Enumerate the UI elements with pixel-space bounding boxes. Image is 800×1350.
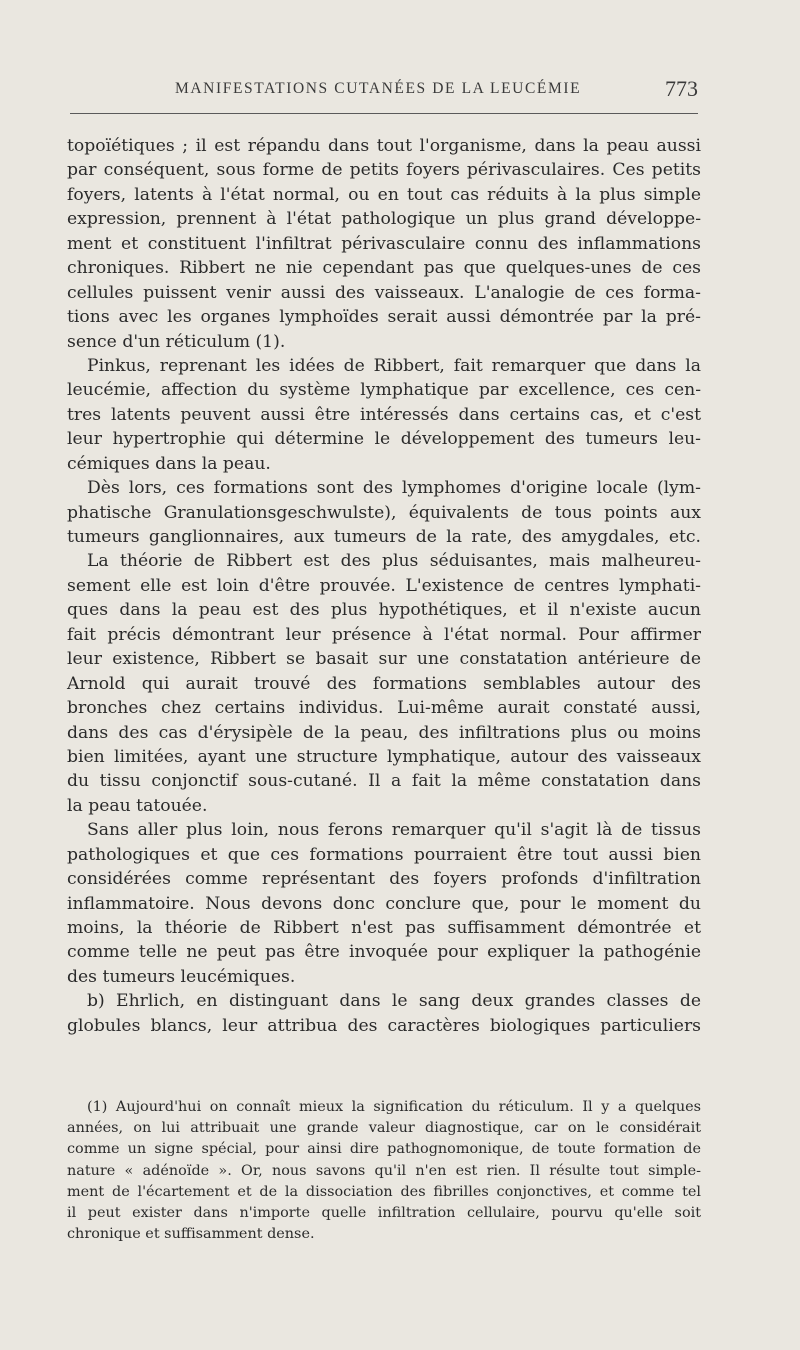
text-line: pathologiques et que ces formations pourraient être tout aussi bien	[67, 844, 701, 865]
text-line: comme telle ne peut pas être invoquée pour expliquer la pathogénie	[67, 942, 701, 963]
text-line: fait précis démontrant leur présence à l'état normal. Pour affirmer	[67, 624, 701, 645]
text-line: chroniques. Ribbert ne nie cependant pas que quelques-unes de ces	[67, 258, 701, 279]
running-header	[70, 76, 698, 104]
footnote-line: nature « adénoïde ». Or, nous savons qu'il n'en est rien. Il résulte tout simple-	[67, 1162, 701, 1179]
footnote-line: (1) Aujourd'hui on connaît mieux la signification du réticulum. Il y a quelques	[87, 1099, 701, 1115]
text-line: bronches chez certains individus. Lui-même aurait constaté aussi,	[67, 698, 701, 719]
text-line: expression, prennent à l'état pathologique un plus grand développe-	[67, 209, 701, 230]
text-line: globules blancs, leur attribua des caractères biologiques particuliers	[67, 1015, 701, 1036]
text-line: inflammatoire. Nous devons donc conclure que, pour le moment du	[67, 893, 701, 914]
text-line: foyers, latents à l'état normal, ou en tout cas réduits à la plus simple	[67, 184, 701, 205]
text-line: tumeurs ganglionnaires, aux tumeurs de la rate, des amygdales, etc.	[67, 527, 701, 547]
text-line: tres latents peuvent aussi être intéressés dans certains cas, et c'est	[67, 404, 701, 425]
main-text	[67, 134, 701, 1038]
text-line: phatische Granulationsgeschwulste), équivalents de tous points aux	[67, 502, 701, 523]
footnote-line: comme un signe spécial, pour ainsi dire pathognomonique, de toute formation de	[67, 1141, 701, 1158]
footnote-line: ment de l'écartement et de la dissociation des fibrilles conjonctives, et comme tel	[67, 1183, 701, 1200]
page-number: 773	[665, 76, 698, 101]
text-line: leur hypertrophie qui détermine le développement des tumeurs leu-	[67, 429, 701, 450]
text-line: La théorie de Ribbert est des plus séduisantes, mais malheureu-	[87, 551, 701, 572]
text-line: tions avec les organes lymphoïdes serait aussi démontrée par la pré-	[67, 307, 701, 328]
text-line: des tumeurs leucémiques.	[67, 966, 296, 987]
text-line: Arnold qui aurait trouvé des formations semblables autour des	[67, 673, 701, 694]
text-line: Sans aller plus loin, nous ferons remarquer qu'il s'agit là de tissus	[87, 820, 701, 841]
footnote-line: il peut exister dans n'importe quelle infiltration cellulaire, pourvu qu'elle soit	[67, 1204, 701, 1221]
text-line: Dès lors, ces formations sont des lymphomes d'origine locale (lym-	[87, 478, 701, 499]
footnote	[67, 1097, 701, 1245]
text-line: sence d'un réticulum (1).	[67, 331, 286, 352]
text-line: bien limitées, ayant une structure lymphatique, autour des vaisseaux	[67, 746, 701, 767]
text-line: cémiques dans la peau.	[67, 453, 271, 474]
text-line: leur existence, Ribbert se basait sur une constatation antérieure de	[67, 649, 701, 670]
header-rule	[70, 113, 698, 114]
text-line: considérées comme représentant des foyers profonds d'infiltration	[67, 869, 701, 890]
text-line: ques dans la peau est des plus hypothétiques, et il n'existe aucun	[67, 600, 701, 621]
text-line: sement elle est loin d'être prouvée. L'existence de centres lymphati-	[67, 575, 701, 596]
text-line: b) Ehrlich, en distinguant dans le sang deux grandes classes de	[87, 991, 701, 1012]
text-line: cellules puissent venir aussi des vaisseaux. L'analogie de ces forma-	[67, 282, 701, 303]
text-line: leucémie, affection du système lymphatique par excellence, ces cen-	[67, 380, 701, 401]
text-line: ment et constituent l'infiltrat périvasculaire connu des inflammations	[67, 233, 701, 254]
footnote-line: années, on lui attribuait une grande valeur diagnostique, car on le considérait	[67, 1120, 701, 1137]
text-line: du tissu conjonctif sous-cutané. Il a fait la même constatation dans	[67, 771, 701, 792]
text-line: moins, la théorie de Ribbert n'est pas suffisamment démontrée et	[67, 918, 701, 938]
text-line: Pinkus, reprenant les idées de Ribbert, fait remarquer que dans la	[87, 355, 701, 376]
text-line: par conséquent, sous forme de petits foyers périvasculaires. Ces petits	[67, 160, 701, 181]
text-line: topoïétiques ; il est répandu dans tout l'organisme, dans la peau aussi	[67, 136, 701, 156]
text-line: dans des cas d'érysipèle de la peau, des infiltrations plus ou moins	[67, 722, 701, 743]
footnote-line: chronique et suffisamment dense.	[67, 1226, 315, 1243]
text-line: la peau tatouée.	[67, 795, 208, 816]
running-title: MANIFESTATIONS CUTANÉES DE LA LEUCÉMIE	[175, 80, 582, 97]
